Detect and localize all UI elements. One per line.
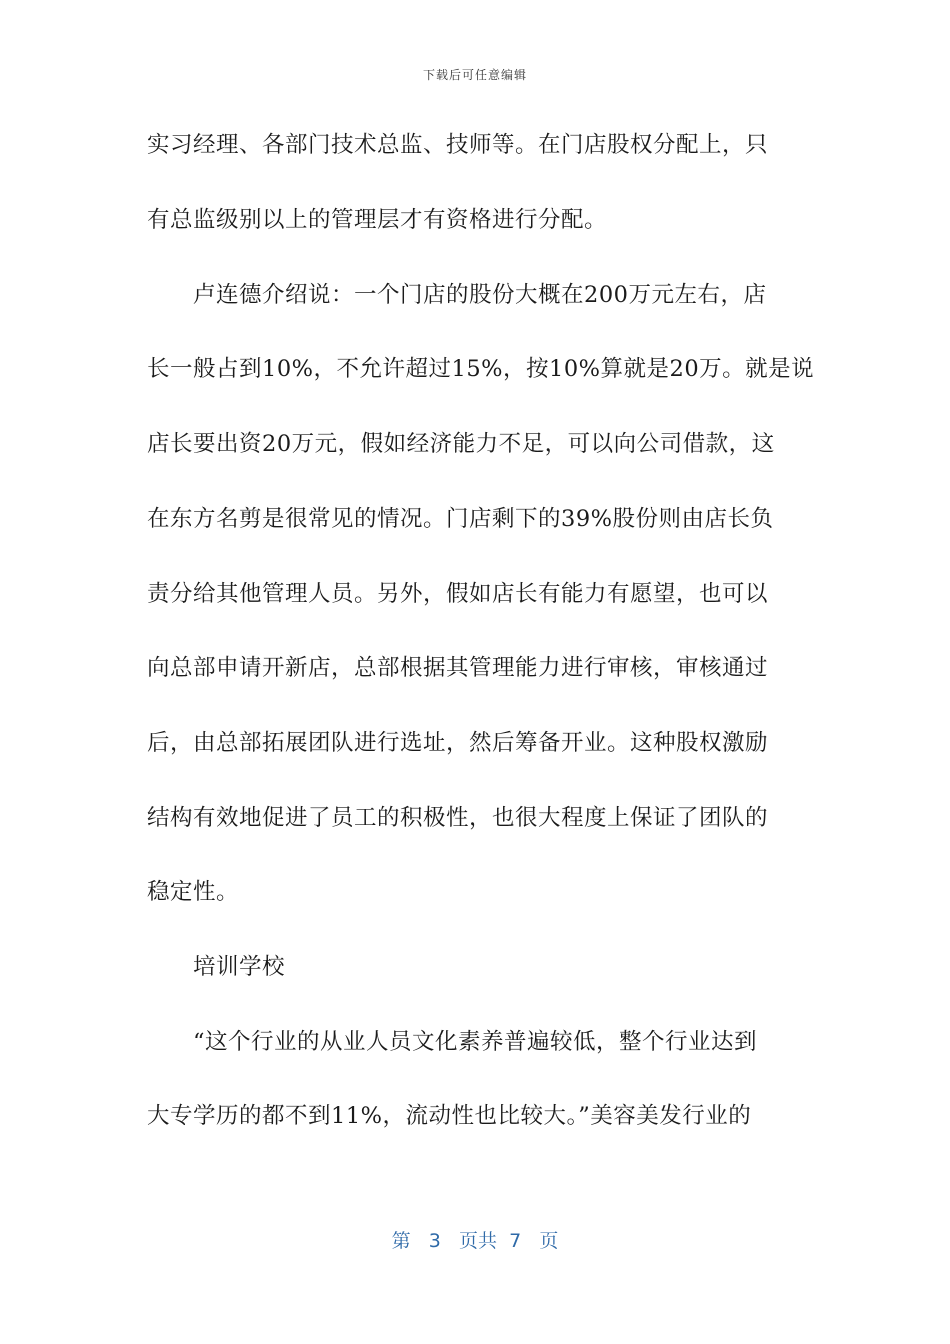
body-line: 大专学历的都不到11%，流动性也比较大。”美容美发行业的 xyxy=(147,1103,752,1129)
body-line: 店长要出资20万元，假如经济能力不足，可以向公司借款，这 xyxy=(147,431,775,457)
page-footer xyxy=(0,1226,950,1253)
body-line: 向总部申请开新店，总部根据其管理能力进行审核，审核通过 xyxy=(147,655,769,681)
body-line: 后，由总部拓展团队进行选址，然后筹备开业。这种股权激励 xyxy=(147,730,769,756)
body-line: 责分给其他管理人员。另外，假如店长有能力有愿望，也可以 xyxy=(147,581,769,607)
body-line: 有总监级别以上的管理层才有资格进行分配。 xyxy=(147,207,608,233)
body-line: 实习经理、各部门技术总监、技师等。在门店股权分配上，只 xyxy=(147,132,769,158)
body-line: 在东方名剪是很常见的情况。门店剩下的39%股份则由店长负 xyxy=(147,506,774,532)
page-current: 3 xyxy=(428,1230,441,1252)
body-line: “这个行业的从业人员文化素养普遍较低，整个行业达到 xyxy=(147,1029,758,1055)
body-line: 结构有效地促进了员工的积极性，也很大程度上保证了团队的 xyxy=(147,805,769,831)
body-line: 卢连德介绍说：一个门店的股份大概在200万元左右，店 xyxy=(147,282,767,308)
body-line: 培训学校 xyxy=(147,954,286,980)
page-label-prefix: 第 xyxy=(391,1230,411,1252)
page-total: 7 xyxy=(509,1230,522,1252)
body-line: 长一般占到10%，不允许超过15%，按10%算就是20万。就是说 xyxy=(147,356,815,382)
page-label-middle: 页共 xyxy=(459,1230,498,1252)
header-note: 下载后可任意编辑 xyxy=(422,68,527,82)
page-label-suffix: 页 xyxy=(539,1230,559,1252)
body-line: 稳定性。 xyxy=(147,879,240,905)
